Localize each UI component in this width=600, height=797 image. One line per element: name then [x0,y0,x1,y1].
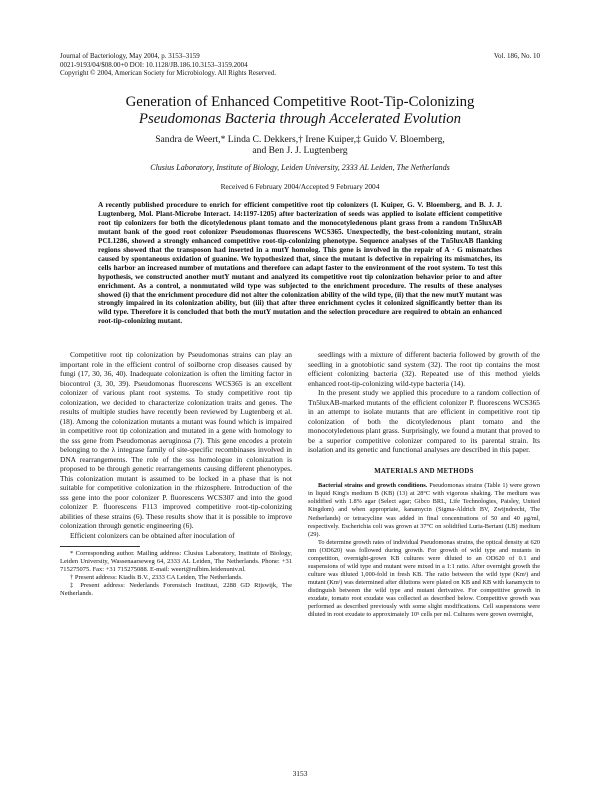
left-column [60,350,292,619]
issn-doi-line: 0021-9193/04/$08.00+0 DOI: 10.1128/JB.186.10.3153–3159.2004 [60,60,248,69]
footnote-present-address-1: † Present address: Kiadis B.V., 2333 CA Leiden, The Netherlands. [70,574,243,582]
received-dates: Received 6 February 2004/Accepted 9 February 2004 [220,181,380,191]
affiliation: Clusius Laboratory, Institute of Biology, Leiden University, 2333 AL Leiden, The Netherlands [150,162,450,172]
page-number: 3153 [292,769,308,778]
author-list [60,134,540,157]
methods-paragraph-2: To determine growth rates of individual Pseudomonas strains, the optical density at 620 nm (OD620) was followed during growth. For growth of wild type and mutants in competition, overnight-grown KB cultures were diluted to an OD620 of 0.1 and suspensions of wild type and mutant were mixed in a 1:1 ratio. After overnight growth the culture was diluted 1,000-fold in fresh KB. The ratio between the wild type (Kmˢ) and mutant (Kmʳ) was determined after dilutions were plated on KB and KB with kanamycin to distinguish between the wild type and mutant derivative. For competitive growth in exudate, tomato root exudate was collected as described below. Competitive growth was performed as described previously with some slight modifications. Cell suspensions were diluted in root exudate to approximately 10⁵ cells per ml. Cultures were grown overnight, [308,538,540,619]
footnote-divider [60,546,140,547]
footnote-present-address-2: ‡ Present address: Nederlands Forensisch Instituut, 2288 GD Rijswijk, The Netherlands. [60,582,292,598]
authors-line-1: Sandra de Weert,* Linda C. Dekkers,† Irene Kuiper,‡ Guido V. Bloemberg, [155,133,445,145]
authors-line-2: and Ben J. J. Lugtenberg [252,145,348,157]
body-columns [60,350,540,619]
volume-issue: Vol. 186, No. 10 [493,52,540,60]
methods-subheading: Bacterial strains and growth conditions. [318,482,428,490]
article-title [60,94,540,128]
copyright-line: Copyright © 2004, American Society for Microbiology. All Rights Reserved. [60,69,277,78]
intro-paragraph-4: In the present study we applied this procedure to a random collection of Tn5luxAB-marked mutants of the efficient colonizer P. fluorescens WCS365 in an attempt to isolate mutants that are efficient in competitive root tip colonization of both the dicotyledenous plant tomato and the monocotyledenous plant grass. Surprisingly, we found a mutant that proved to be a superior competitive colonizer compared to its parental strain. Its isolation and its genetic and functional analyses are described in this paper. [308,388,540,455]
page-header [60,52,540,78]
abstract: A recently published procedure to enrich for efficient competitive root tip colonizers (I. Kuiper, G. V. Bloemberg, and B. J. J. Lugtenberg, Mol. Plant-Microbe Interact. 14:1197-1205) after bacterization of seeds was applied to isolate efficient competitive root tip colonizers for both the dicotyledenous plant tomato and the monocotyledenous plant grass from a random Tn5luxAB mutant bank of the good root colonizer Pseudomonas fluorescens WCS365. Unexpectedly, the best-colonizing mutant, strain PCL1286, showed a strongly enhanced competitive root-tip-colonizing phenotype. Sequence analyses of the Tn5luxAB flanking regions showed that the transposon had inserted in a mutY homolog. This gene is involved in the repair of A · G mismatches caused by spontaneous oxidation of guanine. We hypothesized that, since the mutant is defective in repairing its mismatches, its cells harbor an increased number of mutations and therefore can adapt faster to the environment of the root system. To test this hypothesis, we constructed another mutY mutant and analyzed its competitive root tip colonization behavior prior to and after enrichment. As a control, a nonmutated wild type was subjected to the enrichment procedure. The results of these analyses showed (i) that the enrichment procedure did not alter the colonization ability of the wild type, (ii) that the new mutY mutant was strongly impaired in its colonization ability, but (iii) that after three enrichment cycles it colonized significantly better than its wild type. Therefore it is concluded that both the mutY mutation and the selection procedure are required to obtain an enhanced root-tip-colonizing mutant. [98,199,502,326]
methods-paragraph-1-body: Pseudomonas strains (Table 1) were grown in liquid King's medium B (KB) (13) at 28°C with vigorous shaking. The medium was solidified with 1.8% agar (Select agar; Gibco BRL, Life Technologies, Paisley, United Kingdom) and when appropriate, kanamycin (Sigma-Aldrich BV, Zwijndrecht, The Netherlands) or tetracycline was added in final concentrations of 50 and 40 μg/ml, respectively. Escherichia coli was grown at 37°C on solidified Luria-Bertani (LB) medium (29). [308,482,540,538]
title-line-2: Pseudomonas Bacteria through Accelerated Evolution [138,110,462,127]
intro-paragraph-3: seedlings with a mixture of different bacteria followed by growth of the seedling in a gnotobiotic sand system (32). The root tip contains the most efficient colonizing bacteria (32). Repeated use of this method yields enhanced root-tip-colonizing wild-type bacteria (14). [308,350,540,388]
intro-paragraph-2: Efficient colonizers can be obtained after inoculation of [70,530,235,540]
journal-citation: Journal of Bacteriology, May 2004, p. 3153–3159 [60,52,200,60]
section-heading: MATERIALS AND METHODS [374,467,474,475]
right-column [308,350,540,619]
intro-paragraph-1: Competitive root tip colonization by Pseudomonas strains can play an important role in the efficient control of soilborne crop diseases caused by fungi (17, 30, 36, 40). Inadequate colonization is often the limiting factor in biocontrol (3, 30, 39). Pseudomonas fluorescens WCS365 is an excellent colonizer of various plant root systems. To study competitive root tip colonization, we decided to characterize colonization traits and genes. The results of multiple studies have recently been reviewed by Lugtenberg et al. (18). Among the colonization mutants a mutant was found which is impaired in competitive root tip colonization and mutated in a gene with homology to the sss gene from Pseudomonas aeruginosa (7). This gene encodes a protein belonging to the λ integrase family of site-specific recombinases involved in DNA rearrangements. The role of the sss homologue in colonization is proposed to be through genetic rearrangements causing different phenotypes. This colonization mutant is assumed to be locked in a phase that is not suitable for competitive colonization in the rhizosphere. Introduction of the sss gene into the poor colonizer P. fluorescens WCS307 and into the good colonizer P. fluorescens F113 improved competitive root-tip-colonizing abilities of these strains (6). These results show that it is possible to improve colonization through genetic engineering (6). [60,350,292,531]
footnote-corresponding-author: * Corresponding author. Mailing address: Clusius Laboratory, Institute of Biology, Leiden University, Wassenaarseweg 64, 2333 AL Leiden, The Netherlands. Phone: +31 715275075. Fax: +31 715275088. E-mail: weert@rulbim.leidenuniv.nl. [60,550,292,574]
methods-paragraph-1 [308,482,540,538]
title-line-1: Generation of Enhanced Competitive Root-Tip-Colonizing [125,93,475,110]
